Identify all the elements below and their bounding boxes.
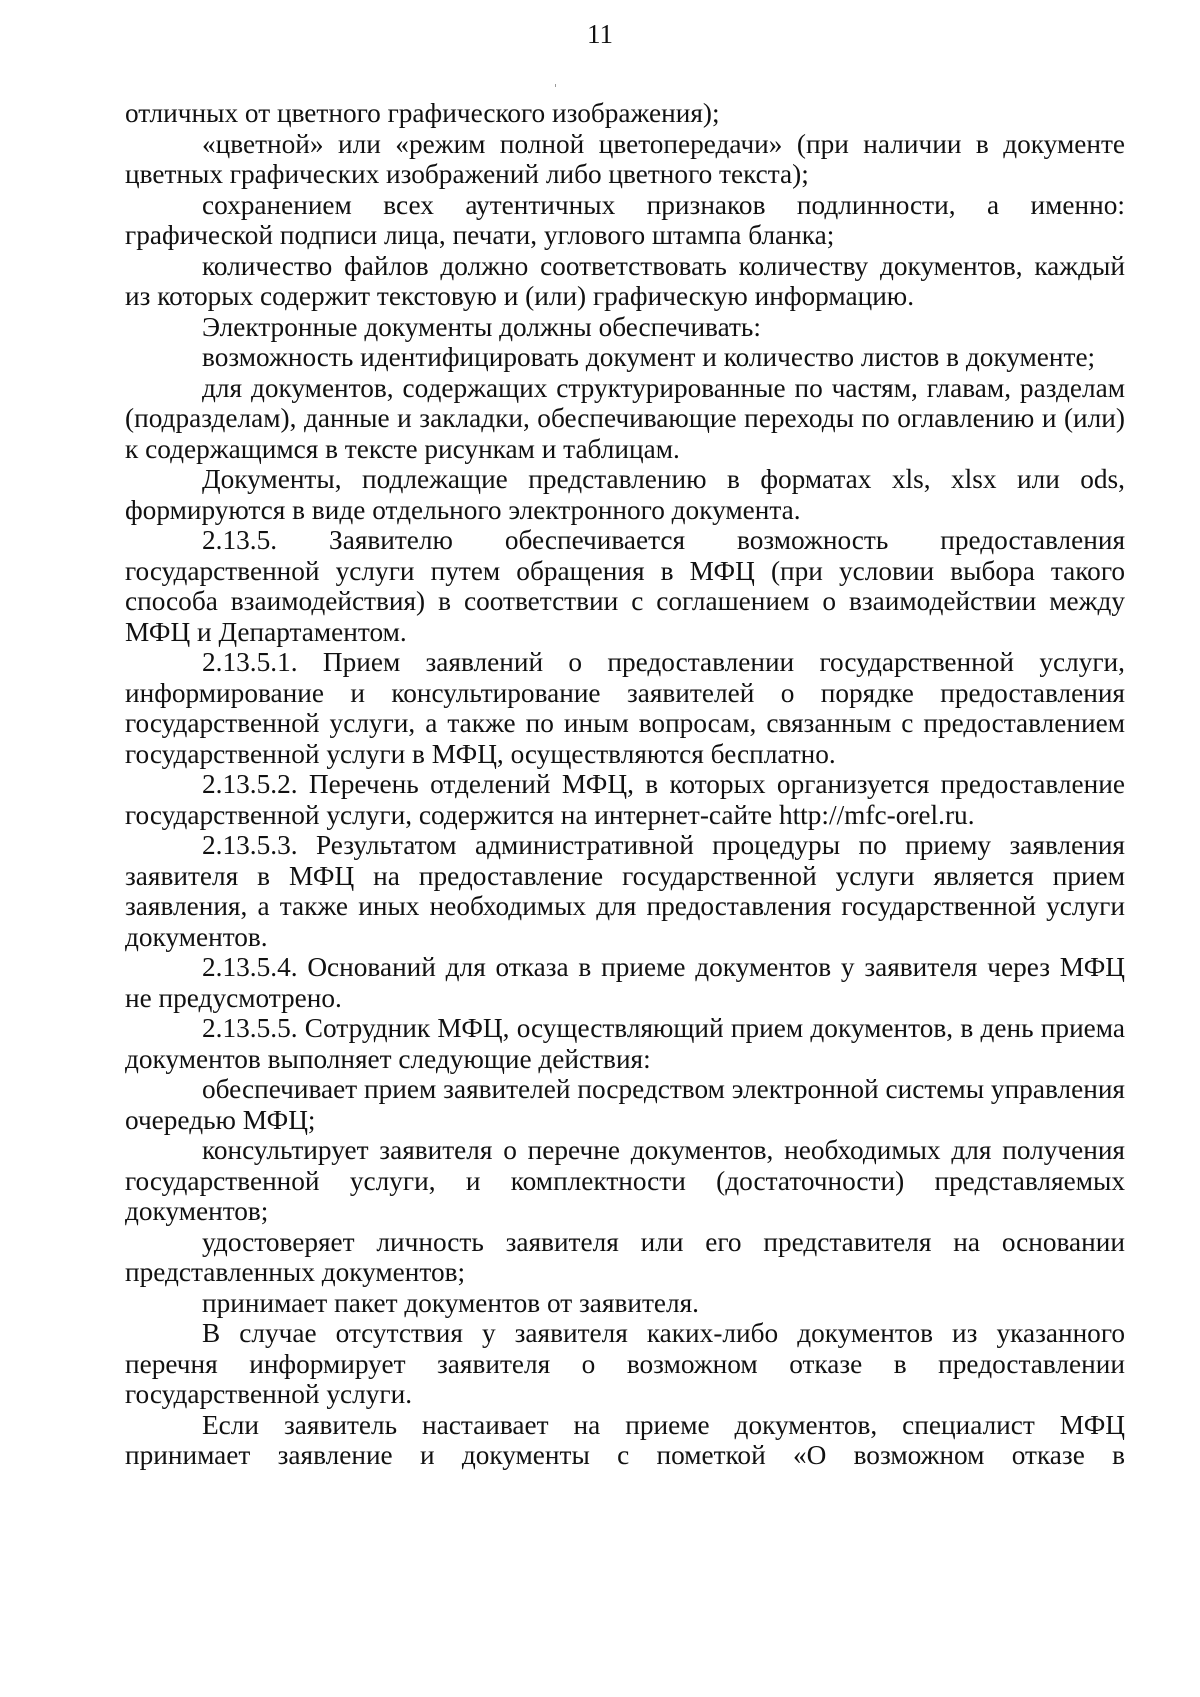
list-item-identity: удостоверяет личность заявителя или его представителя на основании представленных документов; (125, 1226, 1125, 1287)
list-item-accept-package: принимает пакет документов от заявителя. (202, 1287, 699, 1318)
paragraph-continuation: отличных от цветного графического изображения); (125, 98, 720, 128)
paragraph-missing-docs: В случае отсутствия у заявителя каких-либо документов из указанного перечня информирует заявителя о возможном отказе в предоставлении государственной услуги. (125, 1318, 1125, 1409)
list-item-structured: для документов, содержащих структурированные по частям, главам, разделам (подразделам), данные и закладки, обеспечивающие переходы по оглавлению и (или) к содержащимся в тексте рисункам и таблицам. (125, 372, 1125, 464)
paragraph-electronic-docs: Электронные документы должны обеспечивать: (202, 311, 761, 342)
page-number: 11 (587, 19, 613, 49)
list-item-file-count: количество файлов должно соответствовать количеству документов, каждый из которых содержит текстовую и (или) графическую информацию. (125, 250, 1125, 311)
document-body (125, 98, 1125, 1471)
clause-2-13-5-5: 2.13.5.5. Сотрудник МФЦ, осуществляющий прием документов, в день приема документов выполняет следующие действия: (125, 1013, 1125, 1074)
list-item-authenticity: сохранением всех аутентичных признаков подлинности, а именно: графической подписи лица, печати, углового штампа бланка; (125, 189, 1125, 250)
clause-2-13-5-2: 2.13.5.2. Перечень отделений МФЦ, в которых организуется предоставление государственной услуги, содержится на интернет-сайте http://mfc-orel.ru. (125, 769, 1125, 830)
list-item-queue: обеспечивает прием заявителей посредством электронной системы управления очередью МФЦ; (125, 1074, 1125, 1135)
scan-artifact (555, 84, 556, 87)
clause-2-13-5-1: 2.13.5.1. Прием заявлений о предоставлении государственной услуги, информирование и консультирование заявителей о порядке предоставления государственной услуги, а также по иным вопросам, связанным с предоставлением государственной услуги в МФЦ, осуществляются бесплатно. (125, 647, 1125, 769)
paragraph-insists: Если заявитель настаивает на приеме документов, специалист МФЦ принимает заявление и документы с пометкой «О возможном отказе в (125, 1409, 1125, 1470)
list-item-color-mode: «цветной» или «режим полной цветопередачи» (при наличии в документе цветных графических изображений либо цветного текста); (125, 128, 1125, 189)
list-item-consult: консультирует заявителя о перечне документов, необходимых для получения государственной услуги, и комплектности (достаточности) представляемых документов; (125, 1135, 1125, 1226)
clause-2-13-5: 2.13.5. Заявителю обеспечивается возможность предоставления государственной услуги путем обращения в МФЦ (при условии выбора такого способа взаимодействия) в соответствии с соглашением о взаимодействии между МФЦ и Департаментом. (125, 525, 1125, 647)
paragraph-spreadsheet-formats: Документы, подлежащие представлению в форматах xls, xlsx или ods, формируются в виде отдельного электронного документа. (125, 464, 1125, 525)
clause-2-13-5-3: 2.13.5.3. Результатом административной процедуры по приему заявления заявителя в МФЦ на предоставление государственной услуги является прием заявления, а также иных необходимых для предоставления государственной услуги документов. (125, 830, 1125, 952)
clause-2-13-5-4: 2.13.5.4. Оснований для отказа в приеме документов у заявителя через МФЦ не предусмотрено. (125, 952, 1125, 1013)
list-item-identify: возможность идентифицировать документ и количество листов в документе; (202, 342, 1096, 372)
